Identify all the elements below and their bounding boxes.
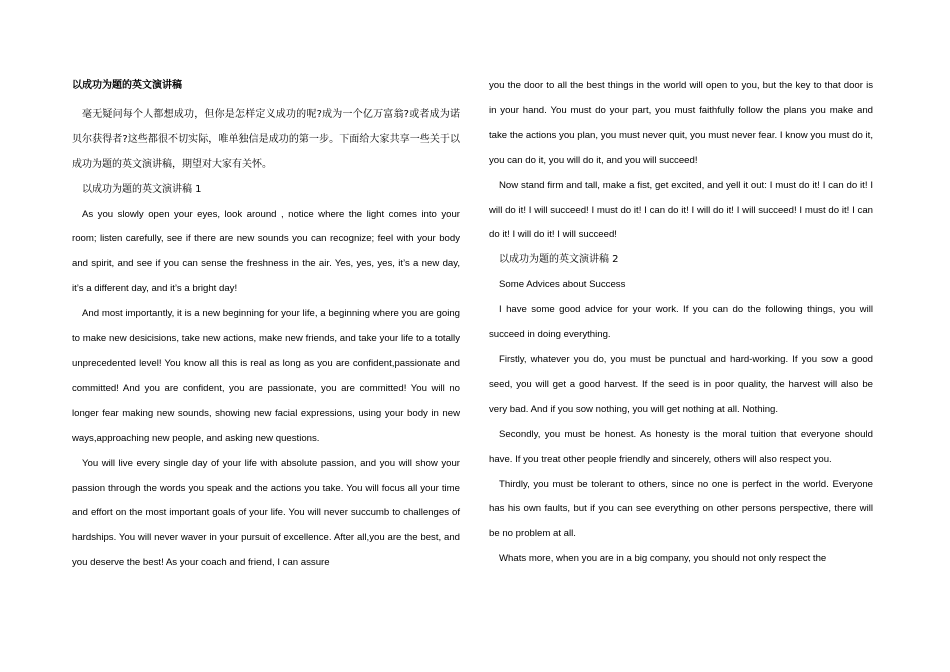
section-heading-1: 以成功为题的英文演讲稿 1 <box>82 183 202 195</box>
document-title: 以成功为题的英文演讲稿 <box>72 80 182 91</box>
speech1-paragraph-4: Now stand firm and tall, make a fist, get excited, and yell it out: I must do it! I can do it! I will do it! I will succeed! I must do it! I can do it! I will do it! I will succeed! I must do it! I can do it! I will do it! I will succeed! <box>489 179 873 241</box>
left-column <box>72 74 460 576</box>
speech1-paragraph-3: You will live every single day of your life with absolute passion, and you will show your passion through the words you speak and the actions you take. You will focus all your time and effort on the most important goals of your life. You will never succumb to challenges of hardships. You will never waver in your pursuit of excellence. After all,you are the best, and you deserve the best! As your coach and friend, I can assure <box>72 457 460 569</box>
intro-paragraph: 毫无疑问每个人都想成功，但你是怎样定义成功的呢?成为一个亿万富翁?或者成为诺贝尔获得者?这些都很不切实际，唯单独信是成功的第一步。下面给大家共享一些关于以成功为题的英文演讲稿，期望对大家有关怀。 <box>72 108 460 170</box>
speech2-paragraph-2: Firstly, whatever you do, you must be punctual and hard-working. If you sow a good seed, you will get a good harvest. If the seed is in poor quality, the harvest will also be very bad. And if you sow nothing, you will get nothing at all. Nothing. <box>489 353 873 415</box>
speech2-paragraph-4: Thirdly, you must be tolerant to others, since no one is perfect in the world. Everyone has his own faults, but if you can see everything on other persons perspective, there will be no problem at all. <box>489 478 873 540</box>
section-heading-2: 以成功为题的英文演讲稿 2 <box>499 254 619 266</box>
speech1-paragraph-3-continued: you the door to all the best things in the world will open to you, but the key to that door is in your hand. You must do your part, you must faithfully follow the plans you make and take the actions you plan, you must never quit, you must never fear. I know you must do it, you can do it, you will do it, and you will succeed! <box>489 80 873 166</box>
speech2-paragraph-5: Whats more, when you are in a big company, you should not only respect the <box>499 553 827 565</box>
speech1-paragraph-2: And most importantly, it is a new beginning for your life, a beginning where you are going to make new desicisions, take new actions, make new friends, and take your life to a totally unprecedented level! You know all this is real as long as you are confident,passionate and committed! And you are confident, you are passionate, you are committed! You will no longer fear making new sounds, showing new facial expressions, using your body in new ways,approaching new people, and asking new questions. <box>72 308 460 444</box>
speech2-paragraph-1: I have some good advice for your work. If you can do the following things, you will succeed in doing everything. <box>489 304 873 341</box>
speech2-paragraph-3: Secondly, you must be honest. As honesty is the moral tuition that everyone should have. If you treat other people friendly and sincerely, others will also respect you. <box>489 428 873 465</box>
speech1-paragraph-1: As you slowly open your eyes, look around , notice where the light comes into your room; listen carefully, see if there are new sounds you can recognize; feel with your body and spirit, and see if you can sense the freshness in the air. Yes, yes, yes, it’s a new day, it’s a different day, and it’s a bright day! <box>72 208 460 295</box>
right-column <box>489 74 873 572</box>
speech2-subheading: Some Advices about Success <box>499 279 626 291</box>
